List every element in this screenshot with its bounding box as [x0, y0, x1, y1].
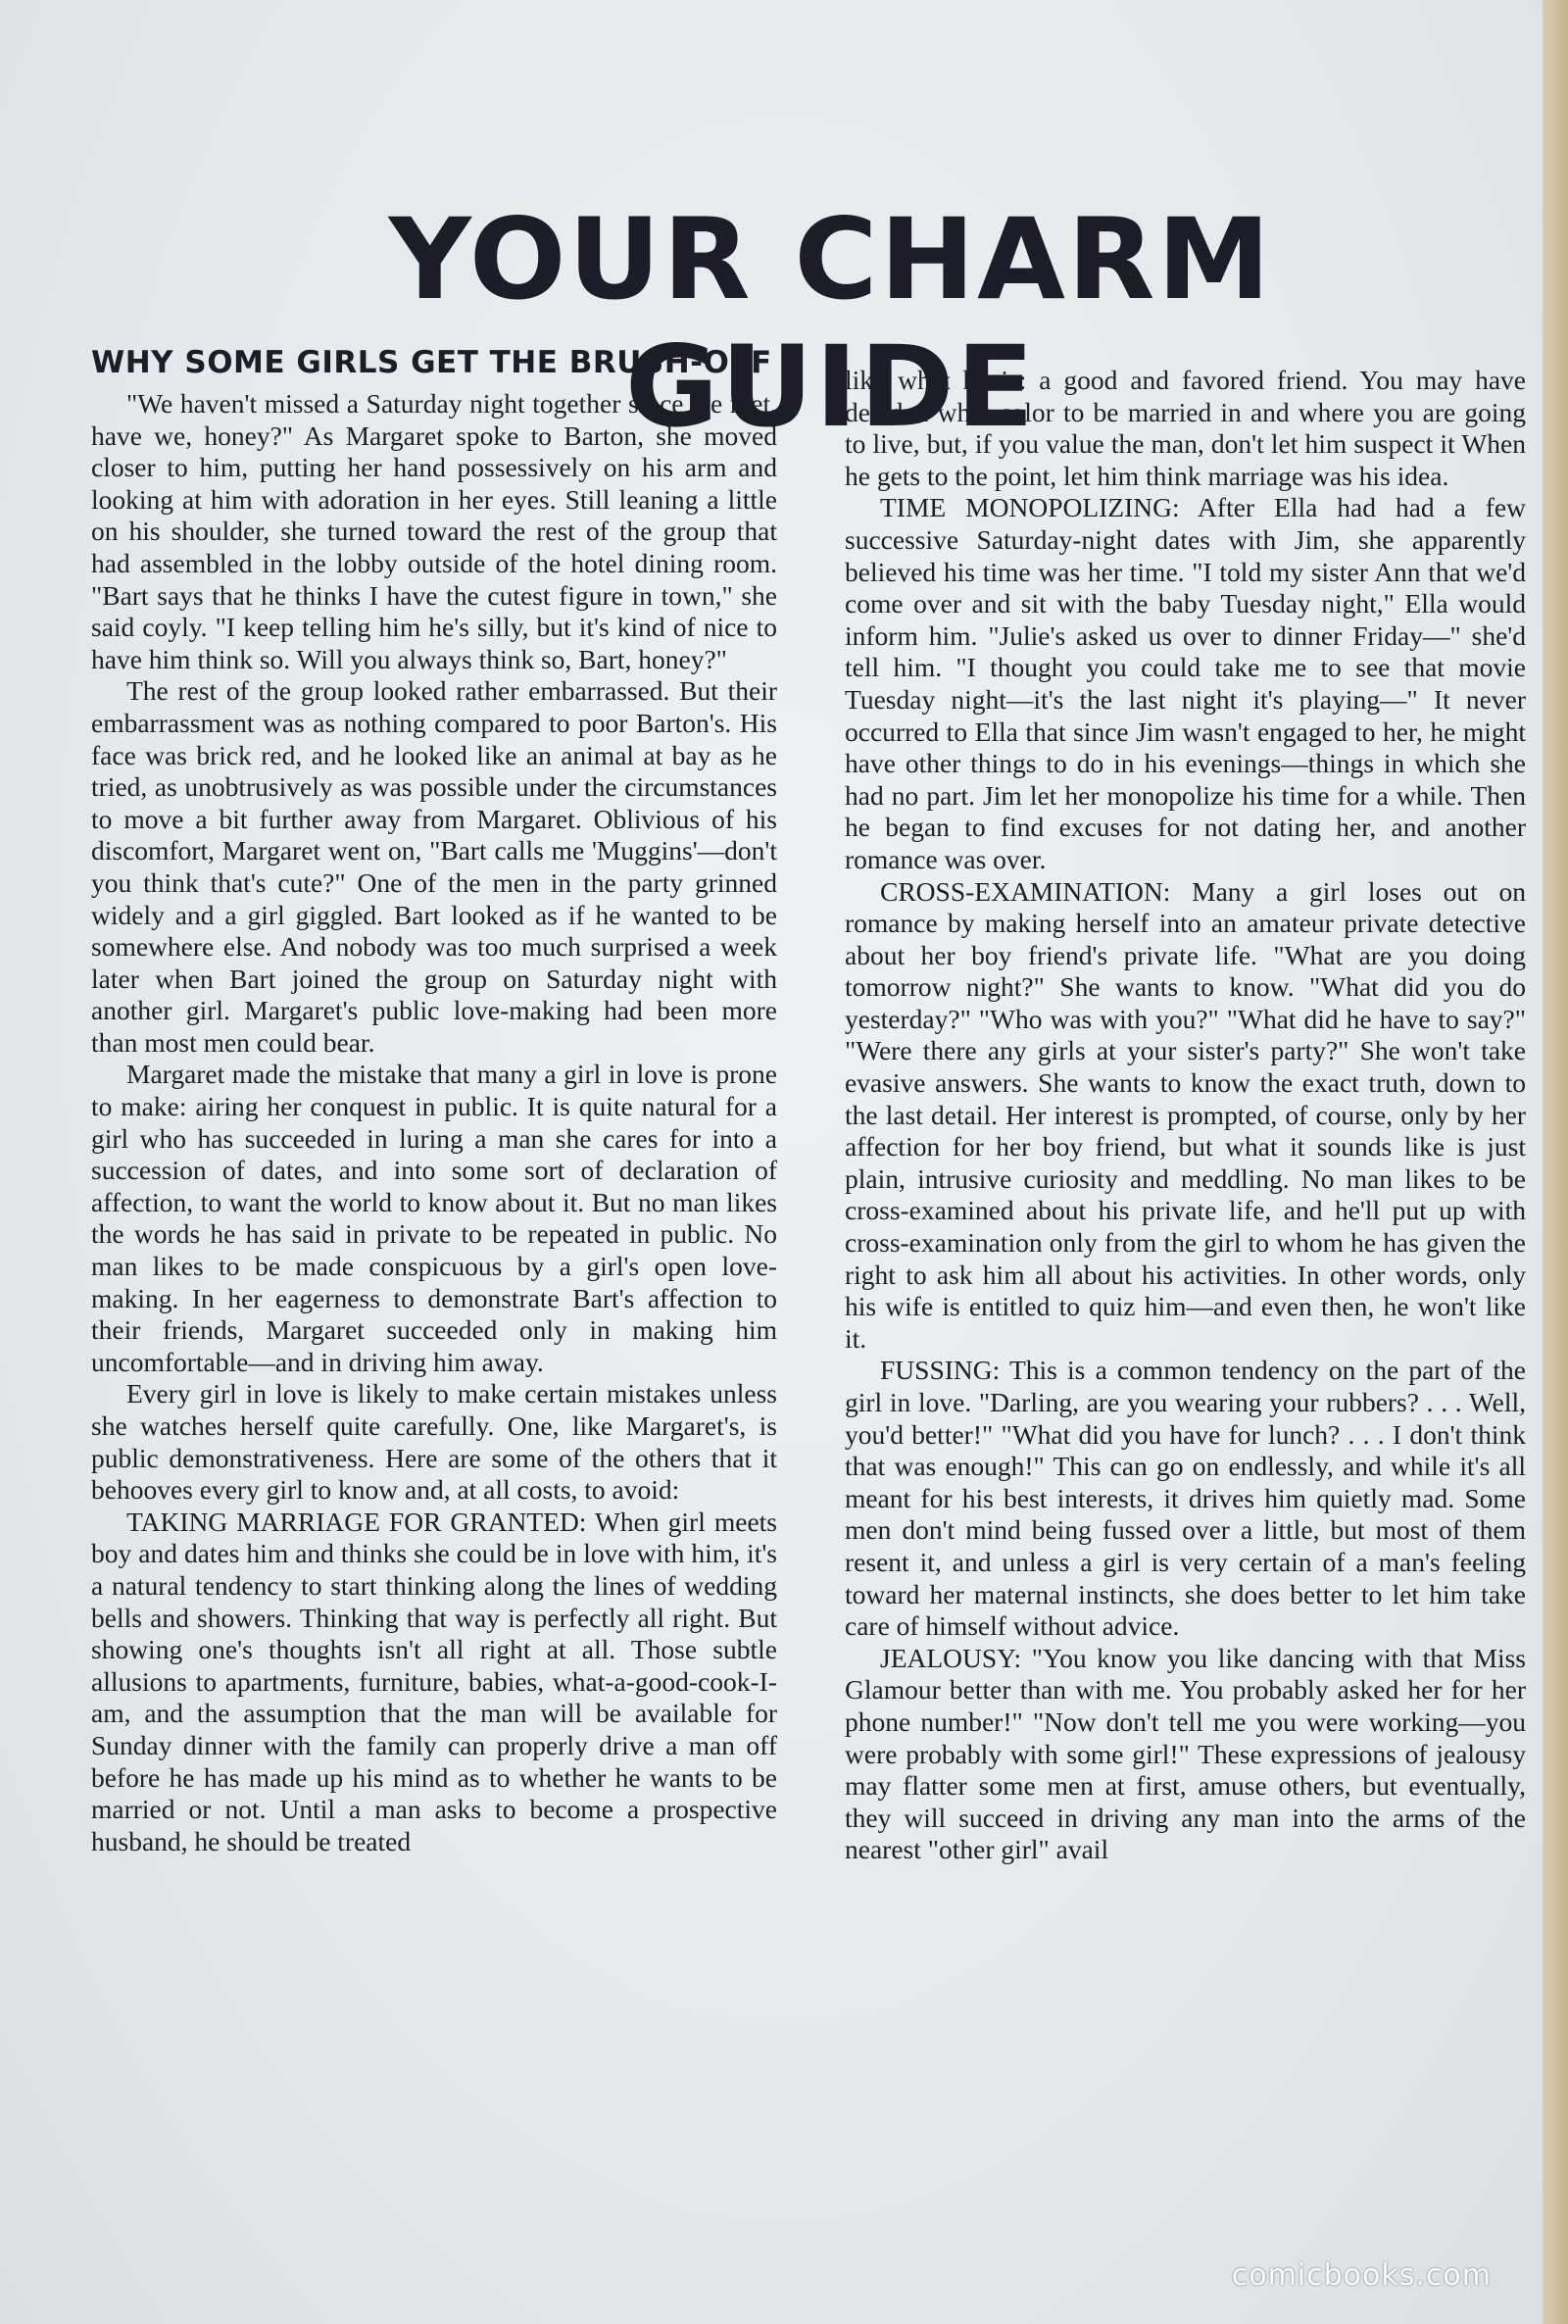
paragraph: The rest of the group looked rather embarrassed. But their embarrassment was as nothing compared to poor Barton's. His face was brick red, and he looked like an animal at bay as he tried, as unobtrusively as was possible under the circumstances to move a bit further away from Margaret. Oblivious of his discomfort, Margaret went on, "Bart calls me 'Muggins'—don't you think that's cute?" One of the men in the party grinned widely and a girl giggled. Bart looked as if he wanted to be somewhere else. And nobody was too much surprised a week later when Bart joined the group on Saturday night with another girl. Margaret's public love-making had been more than most men could bear. — [91, 675, 777, 1058]
section-heading: WHY SOME GIRLS GET THE BRUSH-OFF — [91, 345, 772, 380]
page-title: YOUR CHARM GUIDE — [388, 194, 1273, 452]
article-column-right — [845, 365, 1526, 1866]
paragraph: CROSS-EXAMINATION: Many a girl loses out on romance by making herself into an amateur private detective about her boy friend's private life. "What are you doing tomorrow night?" She wants to know. "What did you do yesterday?" "Who was with you?" "What did he have to say?" "Were there any girls at your sister's party?" She won't take evasive answers. She wants to know the exact truth, down to the last detail. Her interest is prompted, of course, only by her affection for her boy friend, but what it sounds like is just plain, intrusive curiosity and meddling. No man likes to be cross-examined about his private life, and he'll put up with cross-examination only from the girl to whom he has given the right to ask him all about his activities. In other words, only his wife is entitled to quiz him—and even then, he won't like it. — [845, 875, 1526, 1354]
paragraph: like what he is: a good and favored friend. You may have decided what color to be married in and where you are going to live, but, if you value the man, don't let him suspect it When he gets to the point, let him think marriage was his idea. — [845, 365, 1526, 491]
paragraph: JEALOUSY: "You know you like dancing with that Miss Glamour better than with me. You probably asked her for her phone number!" "Now don't tell me you were working—you were probably with some girl!" These expressions of jealousy may flatter some men at first, amuse others, but eventually, they will succeed in driving any man into the arms of the nearest "other girl" avail — [845, 1642, 1526, 1865]
watermark: comicbooks.com — [1231, 2258, 1492, 2293]
paragraph: FUSSING: This is a common tendency on the part of the girl in love. "Darling, are you wearing your rubbers? . . . Well, you'd better!" "What did you have for lunch? . . . I don't think that was enough!" This can go on endlessly, and while it's all meant for his best interests, it drives him quietly mad. Some men don't mind being fussed over a little, but most of them resent it, and unless a girl is very certain of a man's feeling toward her maternal instincts, she does better to let him take care of himself without advice. — [845, 1355, 1526, 1642]
paragraph: Margaret made the mistake that many a girl in love is prone to make: airing her conquest in public. It is quite natural for a girl who has succeeded in luring a man she cares for into a succession of dates, and into some sort of declaration of affection, to want the world to know about it. But no man likes the words he has said in private to be repeated in public. No man likes to be made conspicuous by a girl's open love-making. In her eagerness to demonstrate Bart's affection to their friends, Margaret succeeded only in making him uncomfortable—and in driving him away. — [91, 1059, 777, 1377]
paragraph: "We haven't missed a Saturday night together since we met, have we, honey?" As Margaret spoke to Barton, she moved closer to him, putting her hand possessively on his arm and looking at him with adoration in her eyes. Still leaning a little on his shoulder, she turned toward the rest of the group that had assembled in the lobby outside of the hotel dining room. "Bart says that he thinks I have the cutest figure in town," she said coyly. "I keep telling him he's silly, but it's kind of nice to have him think so. Will you always think so, Bart, honey?" — [91, 388, 777, 674]
page-edge — [1543, 0, 1568, 2324]
paragraph: TAKING MARRIAGE FOR GRANTED: When girl meets boy and dates him and thinks she could be in love with him, it's a natural tendency to start thinking along the lines of wedding bells and showers. Thinking that way is perfectly all right. But showing one's thoughts isn't all right at all. Those subtle allusions to apartments, furniture, babies, what-a-good-cook-I-am, and the assumption that the man will be available for Sunday dinner with the family can properly drive a man off before he has made up his mind as to whether he wants to be married or not. Until a man asks to become a prospective husband, he should be treated — [91, 1506, 777, 1856]
article-column-left — [91, 343, 777, 1857]
paragraph: Every girl in love is likely to make certain mistakes unless she watches herself quite carefully. One, like Margaret's, is public demonstrativeness. Here are some of the others that it behooves every girl to know and, at all costs, to avoid: — [91, 1378, 777, 1506]
paragraph: TIME MONOPOLIZING: After Ella had had a few successive Saturday-night dates with Jim, she apparently believed his time was her time. "I told my sister Ann that we'd come over and sit with the baby Tuesday night," Ella would inform him. "Julie's asked us over to dinner Friday—" she'd tell him. "I thought you could take me to see that movie Tuesday night—it's the last night it's playing—" It never occurred to Ella that since Jim wasn't engaged to her, he might have other things to do in his evenings—things in which she had no part. Jim let her monopolize his time for a while. Then he began to find excuses for not dating her, and another romance was over. — [845, 492, 1526, 874]
